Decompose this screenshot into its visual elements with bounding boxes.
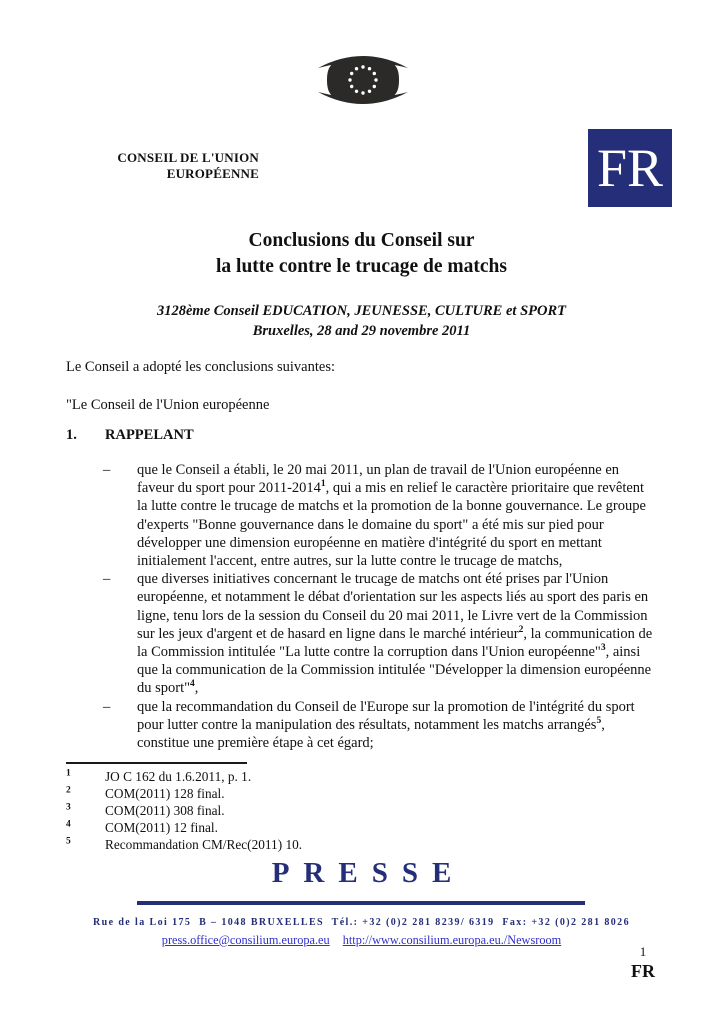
- footnote-text: JO C 162 du 1.6.2011, p. 1.: [105, 769, 252, 784]
- section-heading-label: RAPPELANT: [105, 427, 194, 443]
- bullet-dash: –: [103, 571, 111, 588]
- list-item-text: que le Conseil a établi, le 20 mai 2011, un plan de travail de l'Union européenne en faveur du sport pour 2011-2014$^1$, qui a mis en relief le caractère prioritaire que revêtent la lutte contre le trucage de matchs et la promotion de la bonne gouvernance. Le groupe d'experts "Bonne gouvernance dans le domaine du sport" a été mis sur pied pour développer une dimension européenne en matière d'intégrité du sport en mettant initialement l'accent, entre autres, sur la lutte contre le trucage de matchs,: [137, 462, 646, 570]
- press-office-email-link[interactable]: press.office@consilium.europa.eu: [161, 933, 330, 947]
- list-item-text: que diverses initiatives concernant le trucage de matchs ont été prises par l'Union européenne, et notamment le débat d'orientation sur les aspects liés au sport des paris en ligne, tenu lors de la session du Conseil du 20 mai 2011, le Livre vert de la Commission sur les jeux d'argent et de hasard en ligne dans le marché intérieur$^2$, la communication de la Commission intitulée "La lutte contre la corruption dans l'Union européenne"$^3$, ainsi que la communication de la Commission intitulée "Développer la dimension européenne du sport"$^4$,: [137, 571, 653, 697]
- institution-name-line1: CONSEIL DE L'UNION: [117, 150, 259, 165]
- footnote: [66, 768, 665, 785]
- document-title: [0, 228, 723, 280]
- quote-opening-line: "Le Conseil de l'Union européenne: [66, 397, 270, 413]
- footnote: [66, 819, 665, 836]
- list-item: [103, 570, 660, 697]
- footnote: [66, 785, 665, 802]
- footnote-divider: [66, 762, 247, 764]
- footnote: [66, 836, 665, 853]
- footnote-marker: 1: [66, 768, 71, 779]
- council-of-eu-logo-icon: [316, 50, 410, 110]
- press-banner: PRESSE: [271, 857, 466, 889]
- document-title-line2: la lutte contre le trucage de matchs: [216, 256, 507, 277]
- footnote-list: [66, 768, 665, 853]
- list-item: [103, 698, 660, 753]
- session-subtitle-line2: Bruxelles, 28 and 29 novembre 2011: [252, 323, 471, 339]
- footnote-text: COM(2011) 308 final.: [105, 803, 225, 818]
- intro-paragraph: Le Conseil a adopté les conclusions suivantes:: [66, 359, 336, 375]
- institution-name: [0, 150, 259, 182]
- page-number: 1: [639, 944, 647, 959]
- footer-links: [0, 933, 723, 948]
- section-heading: [66, 427, 194, 444]
- footer-address: Rue de la Loi 175 B – 1048 BRUXELLES Tél.: +32 (0)2 281 8239/ 6319 Fax: +32 (0)2 281 8026: [93, 917, 630, 928]
- newsroom-url-link[interactable]: http://www.consilium.europa.eu./Newsroom: [342, 933, 562, 947]
- session-subtitle-line1: 3128ème Conseil EDUCATION, JEUNESSE, CULTURE et SPORT: [156, 303, 566, 319]
- list-item: [103, 461, 660, 570]
- bullet-dash: –: [103, 462, 111, 478]
- footnote: [66, 802, 665, 819]
- footnote-text: COM(2011) 12 final.: [105, 820, 218, 835]
- footnote-marker: 4: [66, 819, 71, 830]
- bullet-list: [103, 461, 660, 752]
- institution-name-line2: EUROPÉENNE: [166, 166, 259, 181]
- footnote-text: Recommandation CM/Rec(2011) 10.: [105, 837, 303, 852]
- press-banner-rule: [137, 901, 585, 905]
- document-title-line1: Conclusions du Conseil sur: [248, 230, 475, 251]
- page-language-code: FR: [631, 961, 655, 981]
- bullet-dash: –: [103, 698, 111, 715]
- section-number: 1.: [66, 427, 77, 443]
- footnote-marker: 2: [66, 785, 71, 796]
- list-item-text: que la recommandation du Conseil de l'Europe sur la promotion de l'intégrité du sport pour lutter contre la manipulation des résultats, notamment les matchs arrangés$^5$, constitue une première étape à cet égard;: [137, 698, 635, 752]
- language-badge: FR: [588, 129, 672, 207]
- footnote-marker: 3: [66, 802, 71, 813]
- footnote-text: COM(2011) 128 final.: [105, 786, 225, 801]
- footnote-marker: 5: [66, 836, 71, 847]
- session-subtitle: [0, 301, 723, 341]
- page-meta: [618, 944, 668, 982]
